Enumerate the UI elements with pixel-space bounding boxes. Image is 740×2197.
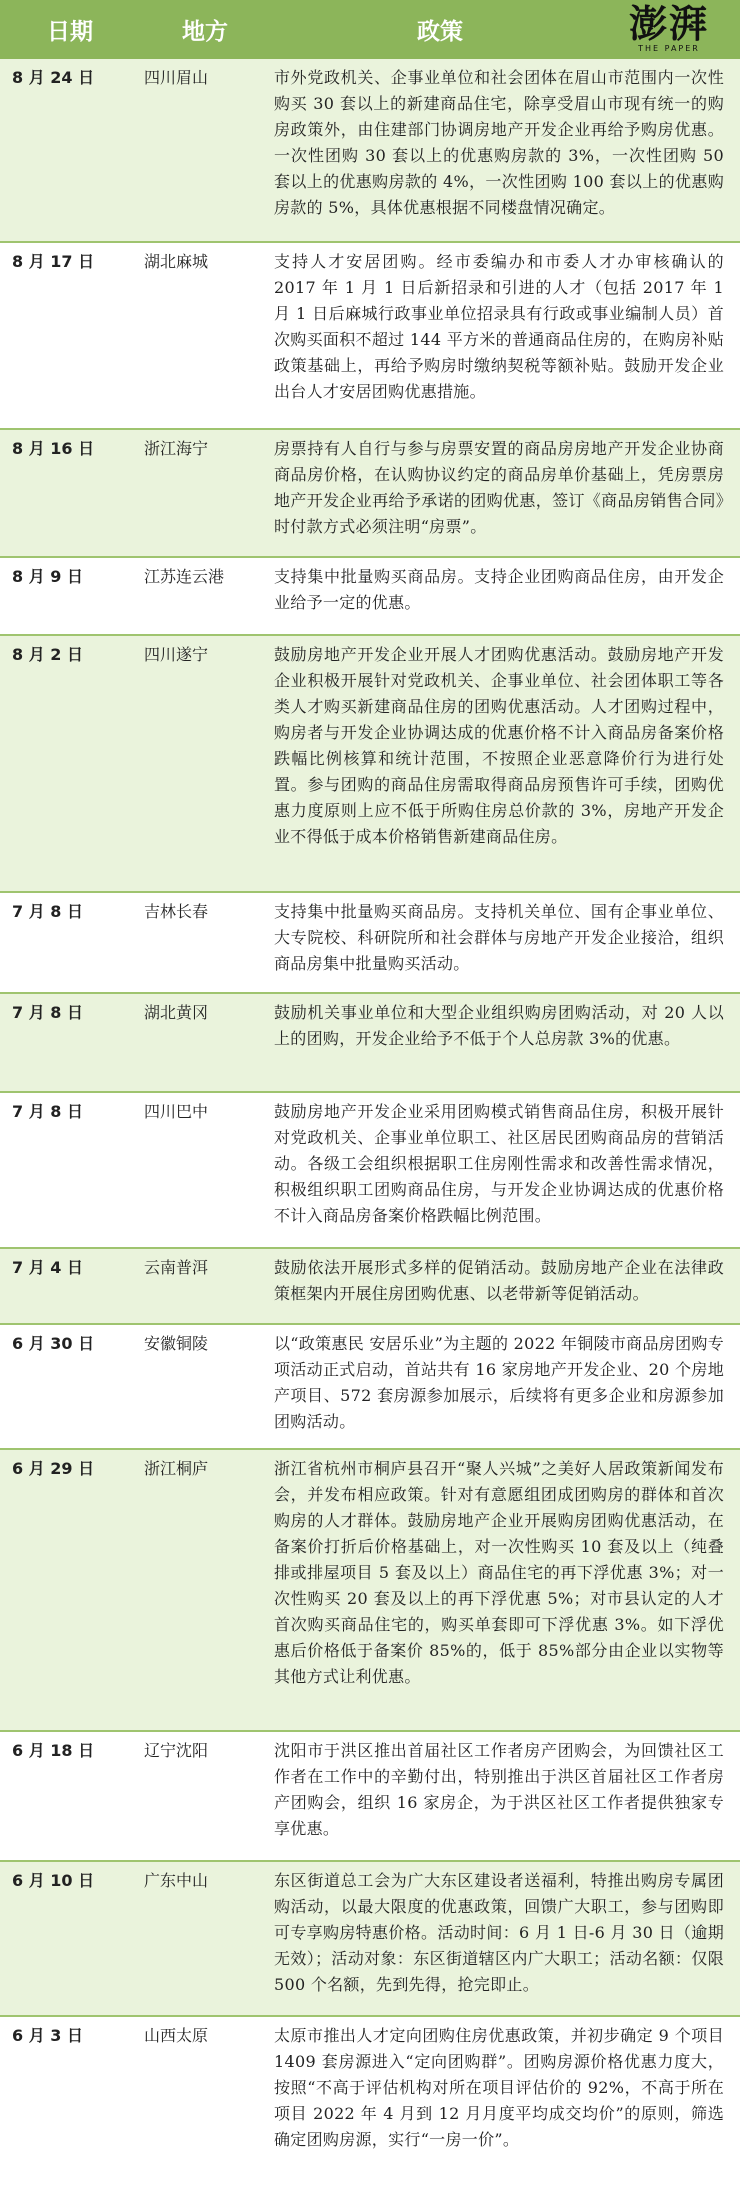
row-policy: 鼓励房地产开发企业开展人才团购优惠活动。鼓励房地产开发企业积极开展针对党政机关、企事业单位、社会团体职工等各类人才购买新建商品住房的团购优惠活动。人才团购过程中，购房者与开发企业协调达成的优惠价格不计入商品房备案价格跌幅比例核算和统计范围，不按照企业恶意降价行为进行处置。参与团购的商品住房需取得商品房预售许可手续，团购优惠力度原则上应不低于所购住房总价款的 3%，房地产开发企业不得低于成本价格销售新建商品住房。 [274,645,724,846]
row-date: 8 月 17 日 [12,252,95,271]
row-policy: 支持人才安居团购。经市委编办和市委人才办审核确认的 2017 年 1 月 1 日后新招录和引进的人才（包括 2017 年 1 月 1 日后麻城行政事业单位招录具有行政或事业编制人员）首次购买面积不超过 144 平方米的普通商品住房的，在购房补贴政策基础上，再给予购房时缴纳契税等额补贴。鼓励开发企业出台人才安居团购优惠措施。 [274,252,724,401]
table-header [0,0,740,59]
row-policy: 支持集中批量购买商品房。支持机关单位、国有企事业单位、大专院校、科研院所和社会群体与房地产开发企业接洽，组织商品房集中批量购买活动。 [274,902,724,973]
row-place: 安徽铜陵 [144,1334,209,1353]
row-date: 8 月 9 日 [12,567,83,586]
table-row [0,893,740,994]
row-place: 吉林长春 [144,902,209,921]
row-date: 8 月 24 日 [12,68,95,87]
table-row [0,1325,740,1450]
table-row [0,1450,740,1732]
table-row [0,994,740,1093]
row-place: 江苏连云港 [144,567,225,586]
the-paper-logo [610,1,728,56]
row-date: 6 月 18 日 [12,1741,95,1760]
row-date: 6 月 10 日 [12,1871,95,1890]
table-row [0,1093,740,1249]
row-policy: 鼓励依法开展形式多样的促销活动。鼓励房地产企业在法律政策框架内开展住房团购优惠、以老带新等促销活动。 [274,1258,724,1303]
row-place: 辽宁沈阳 [144,1741,209,1760]
row-place: 湖北麻城 [144,252,209,271]
row-place: 广东中山 [144,1871,209,1890]
row-policy: 沈阳市于洪区推出首届社区工作者房产团购会，为回馈社区工作者在工作中的辛勤付出，特别推出于洪区首届社区工作者房产团购会，组织 16 家房企，为于洪区社区工作者提供独家专享优惠。 [274,1741,724,1838]
row-place: 浙江桐庐 [144,1459,209,1478]
logo-mark: 澎湃 [628,1,709,46]
row-policy: 鼓励房地产开发企业采用团购模式销售商品住房，积极开展针对党政机关、企事业单位职工、社区居民团购商品房的营销活动。各级工会组织根据职工住房刚性需求和改善性需求情况，积极组织职工团购商品住房，与开发企业协调达成的优惠价格不计入商品房备案价格跌幅比例范围。 [274,1102,724,1225]
table-row [0,59,740,243]
table-row [0,1862,740,2017]
table-row [0,1249,740,1325]
row-date: 7 月 8 日 [12,902,83,921]
row-date: 6 月 3 日 [12,2026,83,2045]
header-policy: 政策 [417,19,463,45]
row-place: 云南普洱 [144,1258,209,1277]
row-date: 7 月 8 日 [12,1003,83,1022]
table-row [0,243,740,430]
row-date: 6 月 30 日 [12,1334,95,1353]
row-place: 浙江海宁 [144,439,209,458]
row-date: 7 月 4 日 [12,1258,83,1277]
row-policy: 鼓励机关事业单位和大型企业组织购房团购活动，对 20 人以上的团购，开发企业给予不低于个人总房款 3%的优惠。 [274,1003,724,1048]
table-row [0,1732,740,1862]
table-row [0,2017,740,2197]
row-date: 6 月 29 日 [12,1459,95,1478]
row-place: 山西太原 [144,2026,209,2045]
row-date: 7 月 8 日 [12,1102,83,1121]
table-row [0,430,740,558]
header-place: 地方 [182,19,228,45]
row-place: 湖北黄冈 [144,1003,209,1022]
row-place: 四川遂宁 [144,645,209,664]
row-place: 四川巴中 [144,1102,209,1121]
row-policy: 以“政策惠民 安居乐业”为主题的 2022 年铜陵市商品房团购专项活动正式启动，首站共有 16 家房地产开发企业、20 个房地产项目、572 套房源参加展示，后续将有更多企业和房源参加团购活动。 [274,1334,724,1431]
header-date: 日期 [47,19,93,45]
row-policy: 东区街道总工会为广大东区建设者送福利，特推出购房专属团购活动，以最大限度的优惠政策，回馈广大职工，参与团购即可专享购房特惠价格。活动时间：6 月 1 日-6 月 30 日（逾期无效）；活动对象：东区街道辖区内广大职工；活动名额：仅限 500 个名额，先到先得，抢完即止。 [274,1871,724,1994]
row-policy: 市外党政机关、企事业单位和社会团体在眉山市范围内一次性购买 30 套以上的新建商品住宅，除享受眉山市现有统一的购房政策外，由住建部门协调房地产开发企业再给予购房优惠。一次性团购 30 套以上的优惠购房款的 3%，一次性团购 50 套以上的优惠购房款的 4%，一次性团购 100 套以上的优惠购房款的 5%，具体优惠根据不同楼盘情况确定。 [274,68,724,217]
table-row [0,636,740,893]
row-place: 四川眉山 [144,68,209,87]
logo-subtext: THE PAPER [638,44,700,53]
row-policy: 房票持有人自行与参与房票安置的商品房房地产开发企业协商商品房价格，在认购协议约定的商品房单价基础上，凭房票房地产开发企业再给予承诺的团购优惠，签订《商品房销售合同》时付款方式必须注明“房票”。 [274,439,724,536]
row-date: 8 月 16 日 [12,439,95,458]
row-policy: 太原市推出人才定向团购住房优惠政策，并初步确定 9 个项目 1409 套房源进入“定向团购群”。团购房源价格优惠力度大，按照“不高于评估机构对所在项目评估价的 92%，不高于所在项目 2022 年 4 月到 12 月月度平均成交均价”的原则，筛选确定团购房源，实行“一房一价”。 [274,2026,724,2149]
row-date: 8 月 2 日 [12,645,83,664]
row-policy: 浙江省杭州市桐庐县召开“聚人兴城”之美好人居政策新闻发布会，并发布相应政策。针对有意愿组团成团购房的群体和首次购房的人才群体。鼓励房地产企业开展购房团购优惠活动，在备案价打折后价格基础上，对一次性购买 10 套及以上（纯叠排或排屋项目 5 套及以上）商品住宅的再下浮优惠 3%；对一次性购买 20 套及以上的再下浮优惠 5%；对市县认定的人才首次购买商品住宅的，购买单套即可下浮优惠 3%。如下浮优惠后价格低于备案价 85%的，低于 85%部分由企业以实物等其他方式让利优惠。 [274,1459,724,1686]
table-row [0,558,740,636]
row-policy: 支持集中批量购买商品房。支持企业团购商品住房，由开发企业给予一定的优惠。 [274,567,724,612]
